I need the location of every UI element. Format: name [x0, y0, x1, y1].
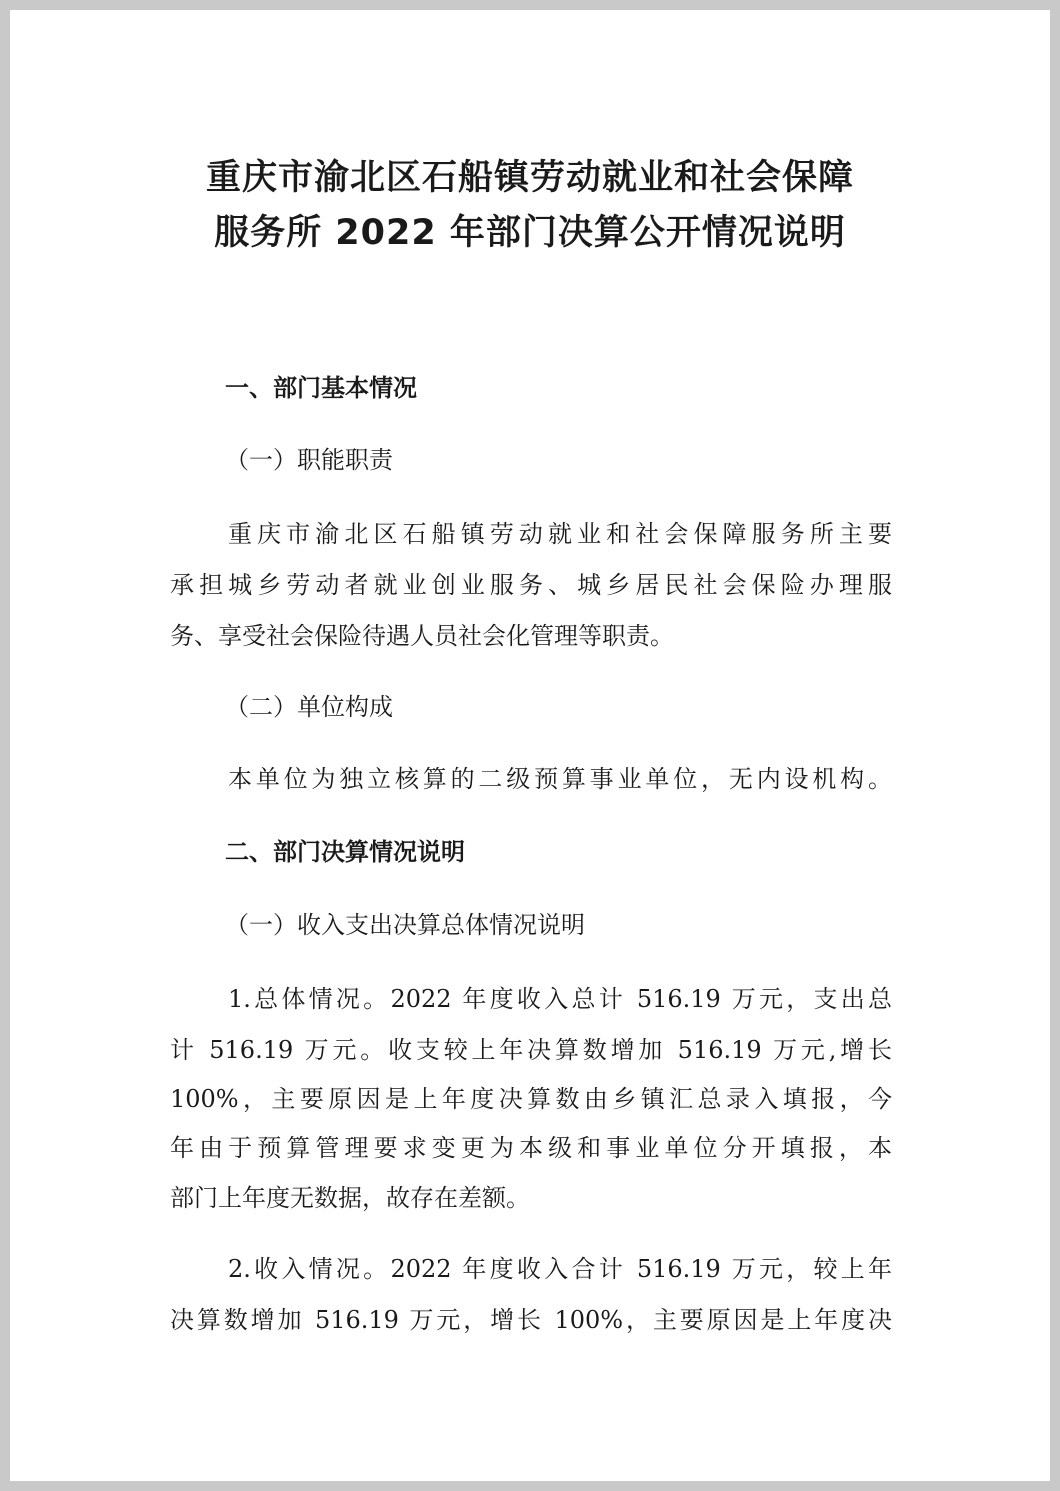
paragraph-line: 100%，主要原因是上年度决算数由乡镇汇总录入填报，今 [170, 1085, 892, 1113]
paragraph-line: 年由于预算管理要求变更为本级和事业单位分开填报，本 [170, 1134, 892, 1162]
paragraph-line: 计 516.19 万元。收支较上年决算数增加 516.19 万元,增长 [170, 1036, 892, 1064]
paragraph-line: 重庆市渝北区石船镇劳动就业和社会保障服务所主要 [228, 520, 892, 548]
section1-sub2-heading: （二）单位构成 [225, 693, 393, 721]
paragraph-line: 承担城乡劳动者就业创业服务、城乡居民社会保险办理服 [170, 571, 892, 599]
paragraph-line: 部门上年度无数据，故存在差额。 [170, 1184, 530, 1212]
paragraph-line: 1.总体情况。2022 年度收入总计 516.19 万元，支出总 [228, 985, 892, 1013]
section1-sub1-heading: （一）职能职责 [225, 446, 393, 474]
document-title-line2: 服务所 2022 年部门决算公开情况说明 [214, 213, 846, 253]
section1-heading: 一、部门基本情况 [225, 374, 417, 402]
paragraph-line: 本单位为独立核算的二级预算事业单位，无内设机构。 [228, 765, 892, 793]
section2-sub1-heading: （一）收入支出决算总体情况说明 [225, 911, 585, 939]
document-page [10, 10, 1050, 1481]
document-title-line1: 重庆市渝北区石船镇劳动就业和社会保障 [205, 158, 854, 198]
paragraph-line: 决算数增加 516.19 万元，增长 100%，主要原因是上年度决 [170, 1306, 892, 1334]
section2-heading: 二、部门决算情况说明 [225, 838, 465, 866]
paragraph-line: 务、享受社会保险待遇人员社会化管理等职责。 [170, 622, 674, 650]
paragraph-line: 2.收入情况。2022 年度收入合计 516.19 万元，较上年 [228, 1255, 892, 1283]
